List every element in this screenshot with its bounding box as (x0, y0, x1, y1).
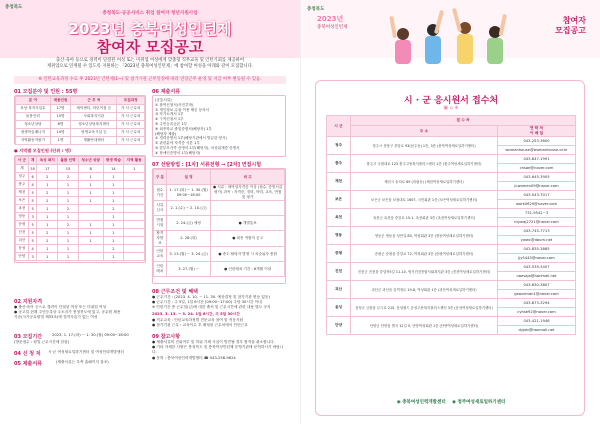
table-cell: 14명 (50, 129, 71, 137)
table-row (16, 189, 145, 197)
directory-row (327, 299, 576, 308)
table-cell (78, 213, 103, 221)
table-cell (124, 245, 145, 253)
table-cell: 1 (58, 197, 79, 205)
table-header-cell: 지역 활동 (124, 157, 145, 165)
directory-email: mywaj2721@naver.com (498, 218, 576, 227)
table-cell: 8 (78, 165, 103, 173)
table-row (16, 165, 145, 173)
section-1-title: 01 모집분야 및 인원 : 55명 (14, 89, 78, 95)
directory-phone: 043-830-3807 (498, 281, 576, 290)
title-sub: 참여자 모집공고 (96, 38, 204, 56)
right-title-line: 참여자 (562, 16, 586, 25)
tagline: 충청북도·공공서비스 취업 참여자 청년지원사업 (102, 11, 198, 16)
table-cell: 1 (58, 181, 79, 189)
table-cell: 1 (37, 205, 58, 213)
table-cell (124, 213, 145, 221)
directory-title: 시 · 군 응시원서 접수처 (403, 96, 499, 106)
table-cell: 5 (28, 197, 37, 205)
table-header-cell: 근 무 처 (71, 97, 117, 105)
selection-table (153, 169, 285, 277)
table-cell: 2 (58, 205, 79, 213)
right-title (555, 16, 586, 36)
table-header-cell: 채용인원 (50, 97, 71, 105)
text-line: ● 근무시간 : 주 5일, 1일 6시간 (09:00~17:00) 주당 30시간 이내 (152, 300, 262, 305)
table-cell: 보은 (16, 197, 29, 205)
header-contact-label: 연 락 처 (529, 126, 544, 130)
table-cell: 면접시험 (154, 216, 167, 231)
header-region: 시 군 (327, 116, 351, 137)
directory-row (327, 209, 576, 218)
table-cell: 1 (37, 253, 58, 261)
table-cell: 2 (37, 173, 58, 181)
table-cell: 2. 1.(수) ~ 2. 10.(금) (166, 201, 211, 216)
table-cell: 사회복지기관 (71, 113, 117, 121)
document-item: ① 경력증명서 1부(해당기관에서 발급한 양식) (155, 136, 227, 141)
directory-phone: 043-421-1946 (498, 317, 576, 326)
table-row (16, 121, 145, 129)
section-4-title: 04 신 청 처 (14, 351, 41, 357)
directory-email: jcwomen09@naver.com (498, 182, 576, 191)
text-line: ● 기타 자세한 사항은 충청북도 및 충북여성인턴제 운영기관에 문의하시기 바랍니다. (152, 345, 284, 355)
table-cell: 증평 (16, 221, 29, 229)
table-header-cell: 돌봄 인력 (58, 157, 79, 165)
table-cell: 3. 13.(월) ~ 3. 24.(금) (166, 247, 211, 262)
table-cell: 1. 17.(화) ~ 1. 30.(월) 09:00~18:00 (166, 185, 211, 201)
table-cell: 2 (103, 205, 124, 213)
table-cell: 1 (58, 213, 79, 221)
directory-phone: 731-9541~3 (498, 209, 576, 218)
table-cell: 계 (16, 165, 29, 173)
work-benefits (152, 318, 286, 328)
directory-address: 증평군 증평읍 중앙로 72, 여성회관 3층 (증평여성새로일하기센터) (351, 245, 498, 263)
right-hero (301, 0, 600, 58)
table-cell: 3 (28, 213, 37, 221)
table-cell: 2 (103, 245, 124, 253)
intro-text (14, 58, 286, 70)
table-cell: 2 (37, 197, 58, 205)
table-cell: 인턴교육 (154, 247, 167, 262)
table-header-cell: 일 정 (166, 170, 211, 185)
footer-center-1: 충북여성인력개발센터 (402, 400, 446, 405)
table-row (16, 245, 145, 253)
document-item: ③ 한부모가족 증명서 1부(해당자), 차상위계층 증명서 (155, 145, 240, 150)
table-row (16, 137, 145, 145)
table-cell: 가 사 근무처 (117, 121, 145, 129)
text-line: ● 문의 : 충북여성인력개발센터 ☎ 043-258-9624 (152, 355, 236, 360)
directory-row (327, 281, 576, 290)
directory-region: 보은 (327, 191, 351, 209)
directory-address: 음성군 금왕읍 무극로 215, 음성필드 음성고용복지플러스센터 3층 (음성여성새로일하기센터) (351, 299, 498, 317)
apply-place: 시·군 여성새로일하기센터 및 여성인력개발센터 (48, 350, 124, 354)
table-cell: 1 (37, 181, 58, 189)
document-item: ④ 장애인증명서 1부(해당자) (155, 150, 201, 155)
table-cell: 4 (28, 181, 37, 189)
table-cell: 1 (58, 253, 79, 261)
directory-phone: 043-253-3600 (498, 137, 576, 146)
table-cell: 1 (37, 245, 58, 253)
table-cell: 2 (37, 229, 58, 237)
directory-region: 진천 (327, 263, 351, 281)
documents-box (152, 95, 286, 157)
table-header-cell: 사 군 (16, 157, 29, 165)
table-cell: 1 (103, 229, 124, 237)
directory-address: 보은군 보은읍 보청대로 1607, 국민회관 1층 (보은여성새로일하기센터) (351, 191, 498, 209)
document-item: (해당자 제출) (155, 131, 177, 136)
footer-center-2: 청주여성새로일하기센터 (457, 400, 506, 405)
year-label: 2023년 (317, 15, 344, 23)
table-cell: 청주 (16, 173, 29, 181)
table-cell: 옥천 (16, 205, 29, 213)
selection-table-box (152, 168, 286, 284)
region-table (15, 156, 145, 261)
notice-banner: ※ 인턴교육과정 수료 후 2023년 인턴제(1~) 및 참가기관 근무일정에 따라 연장근무 운영 및 지급 여부 변동될 수 있음. (14, 76, 286, 84)
directory-address: 괴산군 괴산읍 임꺽정로 19-8, 여성회관 1층 (괴산여성새로일하기센터) (351, 281, 498, 299)
document-item: ② 개인정보 수집·이용 제공 동의서 (155, 107, 210, 112)
region-table-box (14, 155, 146, 263)
directory-email: jjy5445@naver.com (498, 254, 576, 263)
table-cell: 1 (103, 213, 124, 221)
document-item: ① 참여신청서(사진부착) (155, 102, 194, 107)
header-contact (498, 126, 576, 137)
table-row (16, 113, 145, 121)
center-logo-icon: ◉ (396, 400, 401, 405)
table-cell: 세탁센터, 어린이집 등 (71, 105, 117, 113)
table-cell: 5 (28, 237, 37, 245)
section-7-title: 07 선발방법 : [1차] 서류전형 → [2차] 면접시험 (152, 162, 262, 168)
text-line: ● 제출서류의 진위여부 및 허위 기재 사실이 발견될 경우 합격을 취소합니다. (152, 340, 275, 344)
table-cell: 지역활동지원가 (16, 137, 51, 145)
directory-phone: 043-847-1991 (498, 155, 576, 164)
table-cell (124, 221, 145, 229)
section-8-title: 08 근무조건 및 혜택 (152, 289, 198, 295)
header-address: 주 소 (351, 126, 498, 137)
directory-address: 제천시 숭의로 69 (의림동) (제천여성새로일하기센터) (351, 173, 498, 191)
table-cell: 1 (78, 197, 103, 205)
document-item: ② 관련분야 자격증 사본 1부 (155, 141, 200, 146)
directory-email: cyhse92@naver.com (498, 308, 576, 317)
directory-card (315, 80, 585, 416)
table-header-cell: 비 고 (211, 170, 285, 185)
table-cell: 1 (103, 189, 124, 197)
table-cell: 1 (58, 189, 79, 197)
table-cell: ● 인턴배치 기간 : 6개월 이내 (211, 262, 285, 277)
table-cell: 괴산 (16, 237, 29, 245)
directory-phone: 043-543-7017 (498, 191, 576, 200)
directory-row (327, 317, 576, 326)
table-cell: 15명 (50, 113, 71, 121)
table-cell (124, 253, 145, 261)
table-cell: 1 (37, 213, 58, 221)
cheering-people-illustration (381, 4, 521, 64)
directory-phone: 043-745-7713 (498, 227, 576, 236)
decorative-icons (316, 105, 586, 111)
table-header-cell: 분 야 (16, 97, 51, 105)
center-logo-icon: ◉ (451, 400, 456, 405)
directory-region: 음성 (327, 299, 351, 317)
table-cell: 17명 (50, 105, 71, 113)
title-main: 2023년 충북여성인턴제 (68, 20, 232, 38)
right-poster (301, 0, 600, 424)
table-cell: 1 (58, 237, 79, 245)
text-line: ● 공고일 현재 주민등록상 주소지가 충청북도에 있고, 공무원 채용 (14, 310, 121, 315)
directory-email: dyjob@hanmail.net (498, 326, 576, 335)
table-cell: 청소년상담 (16, 121, 51, 129)
directory-region: 충주 (327, 155, 351, 173)
table-cell: 5 (28, 221, 37, 229)
period-text: 2023. 1. 17.(화) ~ 1. 30.(월) 09:00~18:00 (52, 333, 129, 337)
directory-region: 제천 (327, 173, 351, 191)
table-cell: 1 (78, 229, 103, 237)
table-header-cell: 계 (28, 157, 37, 165)
table-cell (211, 201, 285, 216)
right-title-line: 모집공고 (555, 26, 586, 35)
directory-phone: 043-645-3905 (498, 173, 576, 182)
table-row (154, 231, 285, 247)
directory-row (327, 137, 576, 146)
directory-address: 진천군 진천읍 중앙북5길 11-10, 생거진천종합사회복지관 3층 (진천여성새로일하기센터) (351, 263, 498, 281)
house-icon: ⌂ (449, 105, 453, 111)
directory-row (327, 173, 576, 182)
table-cell: 1 (103, 221, 124, 229)
table-row (16, 253, 145, 261)
intro-line: 재취업으로 연계될 수 있도록 지원하는 「2023년 충북여성인턴제」에 참여할 여성을 아래와 같이 모집합니다. (46, 64, 254, 69)
section-5-title: 05 제출서류 (14, 361, 43, 367)
recruit-table (15, 96, 145, 145)
table-cell (78, 245, 103, 253)
table-cell: 2 (37, 189, 58, 197)
table-cell: 8명 (50, 121, 71, 129)
table-cell: 1 (103, 181, 124, 189)
province-logo: 충청북도 (5, 5, 23, 10)
table-cell: 충주 (16, 181, 29, 189)
table-row (16, 197, 145, 205)
table-cell (124, 229, 145, 237)
table-cell: 가 사 근무처 (117, 113, 145, 121)
directory-table (326, 115, 576, 335)
directory-row (327, 245, 576, 254)
footer-logos (316, 399, 586, 405)
table-cell: 55 (28, 165, 37, 173)
table-row (154, 185, 285, 201)
table-row (16, 105, 145, 113)
document-item: ③ 자기소개서 1부 (155, 112, 184, 117)
section-2-title: 02 지원자격 (14, 299, 43, 305)
table-row (16, 129, 145, 137)
directory-row (327, 227, 576, 236)
table-cell: 14 (103, 165, 124, 173)
directory-region: 영동 (327, 227, 351, 245)
training-highlight: 2023. 3. 13. ~ 3. 24. 1일 6시간, 주 5일 30시간 (152, 312, 240, 316)
table-cell: 3 (28, 253, 37, 261)
intro-line: 출산·육아 등으로 경력이 단절된 여성 또는 미취업 여성에게 맞춤형 직무교육 및 인턴기회를 제공하여 (56, 58, 244, 63)
table-cell: 1 (78, 173, 103, 181)
table-cell: 영동 (16, 213, 29, 221)
directory-region: 괴산 (327, 281, 351, 299)
text-line: ● 출산·육아 등으로 경력이 단절된 여성 또는 미취업 여성 (14, 305, 107, 309)
table-header-cell: 구 분 (154, 170, 167, 185)
table-cell: 5 (28, 189, 37, 197)
table-cell: 4 (28, 245, 37, 253)
table-cell: 2 (37, 237, 58, 245)
section-1b-title: ● 지역별 모집인원 (단위 : 명) (14, 148, 71, 153)
text-line: ● 근무기간 : (2023. 4. 10. ~ 11. 30. 예상결정 및 참가기관 변동 있음) (152, 295, 270, 299)
table-cell: 15 (58, 165, 79, 173)
province-logo: 충청북도 (307, 7, 325, 12)
program-label: 충북여성인턴제 (317, 25, 348, 30)
work-conditions (152, 295, 286, 311)
table-row (154, 201, 285, 216)
table-cell: 돌봄인력 (16, 113, 51, 121)
directory-region: 청주 (327, 137, 351, 155)
table-cell: 가 사 근무처 (117, 105, 145, 113)
table-cell: 합격자발표 (154, 231, 167, 247)
directory-row (327, 155, 576, 164)
table-cell: 5 (28, 205, 37, 213)
table-row (16, 237, 145, 245)
directory-address: 청주시 상당구 중앙로 93(남주동) 1층, 3층 (충북여성새로일하기센터) (351, 137, 498, 155)
table-cell: 1 (103, 173, 124, 181)
table-cell: 생활안내센터 (71, 137, 117, 145)
table-cell (124, 237, 145, 245)
table-cell: 청소년상담복지센터 (71, 121, 117, 129)
directory-region: 증평 (327, 245, 351, 263)
directory-row (327, 263, 576, 272)
directory-address: 옥천군 옥천읍 중앙로 15-1, 옥천회관 3층 (옥천여성새로일하기센터) (351, 209, 498, 227)
table-cell (124, 197, 145, 205)
table-cell: 2 (58, 221, 79, 229)
directory-row (327, 191, 576, 200)
table-header-cell: 모집과정 (117, 97, 145, 105)
table-cell: 가 사 근무처 (117, 137, 145, 145)
table-header-cell: 평생 학습 (103, 157, 124, 165)
table-cell: ● 서류 : 세탁업자격증 이상 (접수, 증빙서류 평가) 과목 : 자격증, 경력, 학력, 교육, 면접 및 평가 (211, 185, 285, 201)
table-cell (78, 205, 103, 213)
table-cell: 1 (58, 229, 79, 237)
table-cell: 5 (28, 229, 37, 237)
table-cell: ● 중도 탈락자 발생 시 차순위자 충원 (211, 247, 285, 262)
table-cell: ● 개별통보 (211, 216, 285, 231)
table-cell: 1 (78, 189, 103, 197)
leaf-icon: ❦ (454, 105, 459, 111)
directory-email: naesaja@hanmail.net (498, 272, 576, 281)
eligibility-text (14, 305, 148, 321)
table-cell (124, 189, 145, 197)
table-cell: 평생교육시설 등 (71, 129, 117, 137)
table-cell: 1 (78, 181, 103, 189)
table-cell: 1 (103, 237, 124, 245)
table-row (16, 229, 145, 237)
section-6-title: 06 제출서류 (152, 89, 181, 95)
table-cell: 인턴배치 (154, 262, 167, 277)
table-row (16, 173, 145, 181)
document-item: ④ 구직신청서 1부 (155, 117, 184, 122)
directory-address: 영동군 영동읍 성안길 80, 여성회관 3층 (영동여성새로일하기센터) (351, 227, 498, 245)
table-cell: 2 (58, 173, 79, 181)
table-cell: 육성·복지사업무 (16, 105, 51, 113)
text-line: ※ 인턴기간 중 근무일(금)에 대한 출석 및 근무시간에 관한 내용 별도 공지 (152, 305, 271, 310)
recruit-table-box (14, 95, 146, 145)
table-cell: 단양 (16, 253, 29, 261)
notes-text (152, 340, 286, 361)
directory-email: ywwc@daum.net (498, 236, 576, 245)
table-row (16, 221, 145, 229)
table-cell: 1 (37, 221, 58, 229)
table-row (16, 205, 145, 213)
directory-phone: 043-835-3865 (498, 245, 576, 254)
table-cell: 음성 (16, 245, 29, 253)
table-cell: 가 사 근무처 (117, 129, 145, 137)
table-cell: 6 (28, 173, 37, 181)
document-item: ⑥ 최종학교 졸업증명서(해당자) 1부 (155, 126, 212, 131)
table-cell: 제천 (16, 189, 29, 197)
table-row (16, 181, 145, 189)
document-item: ⑤ 주민등록등본 1부 (155, 121, 188, 126)
table-cell: 서류심사 (154, 201, 167, 216)
directory-region: 옥천 (327, 209, 351, 227)
hero-banner (0, 0, 300, 58)
table-cell: 1 (103, 197, 124, 205)
table-cell (124, 205, 145, 213)
table-row (154, 247, 285, 262)
table-cell (78, 253, 103, 261)
table-header-cell: 육성 복지 (37, 157, 58, 165)
header-main: 접 수 처 (351, 116, 576, 126)
table-row (16, 213, 145, 221)
table-cell: 1 (78, 237, 103, 245)
document-item: (공통서류) (155, 98, 172, 102)
text-line: 기준(국가공무원법 제33조)에 결격사유가 없는 여성 (14, 315, 98, 320)
table-cell (124, 181, 145, 189)
building-icon: ▣ (443, 105, 449, 111)
table-cell (124, 173, 145, 181)
text-line: ● 직무교육 : 인턴교육과정별 전문교육 참여 및 적응지원 (152, 318, 244, 322)
table-cell: 1 (103, 253, 124, 261)
table-header-cell: 청소년 상담 (78, 157, 103, 165)
directory-address: 단양군 단양읍 별곡 12길 5, 단양여성회관 1층 (단양여성새로일하기센터) (351, 317, 498, 335)
table-cell: 2. 28.(화) (166, 231, 211, 247)
directory-email: womanhouse@womanhouse.or.kr (498, 146, 576, 155)
directory-email: work0629@naver.com (498, 200, 576, 209)
table-row (154, 216, 285, 231)
directory-phone: 043-539-3407 (498, 263, 576, 272)
table-cell: 1 (124, 165, 145, 173)
table-cell: 진천 (16, 229, 29, 237)
directory-email: gsworman1@naver.com (498, 290, 576, 299)
table-row (154, 262, 285, 277)
table-cell: 2. 24.(금) 예정 (166, 216, 211, 231)
section-3-title: 03 모집기간 (14, 334, 43, 340)
text-line: ● 참가기관 근무 : 교육이수 후 배정된 근무처에서 인턴근무 (152, 323, 248, 328)
table-cell: 3. 27.(월) ~ (166, 262, 211, 277)
docs-note: (제출서류는 우측 홈페이지 참조) (56, 360, 109, 364)
directory-region: 단양 (327, 317, 351, 335)
directory-email: chsae@naver.com (498, 164, 576, 173)
period-note: (방문접수 : 평일 근무시간에 한함) (14, 340, 70, 344)
table-cell: 접수기간 (154, 185, 167, 201)
table-cell: 평생학습매니저 (16, 129, 51, 137)
section-9-title: 09 참고사항 (152, 334, 181, 340)
directory-address: 충주시 국원대로 123 충주고용복지플러스센터 1층 (충주여성새로일하기센터) (351, 155, 498, 173)
directory-phone: 043-873-3294 (498, 299, 576, 308)
table-cell: 1 (58, 245, 79, 253)
header-email-label: 이 메 일 (529, 131, 544, 135)
table-cell: 1 (78, 221, 103, 229)
table-cell: 17 (37, 165, 58, 173)
table-cell: 1명 (50, 137, 71, 145)
table-cell: ● 최종 적합자 공고 (211, 231, 285, 247)
